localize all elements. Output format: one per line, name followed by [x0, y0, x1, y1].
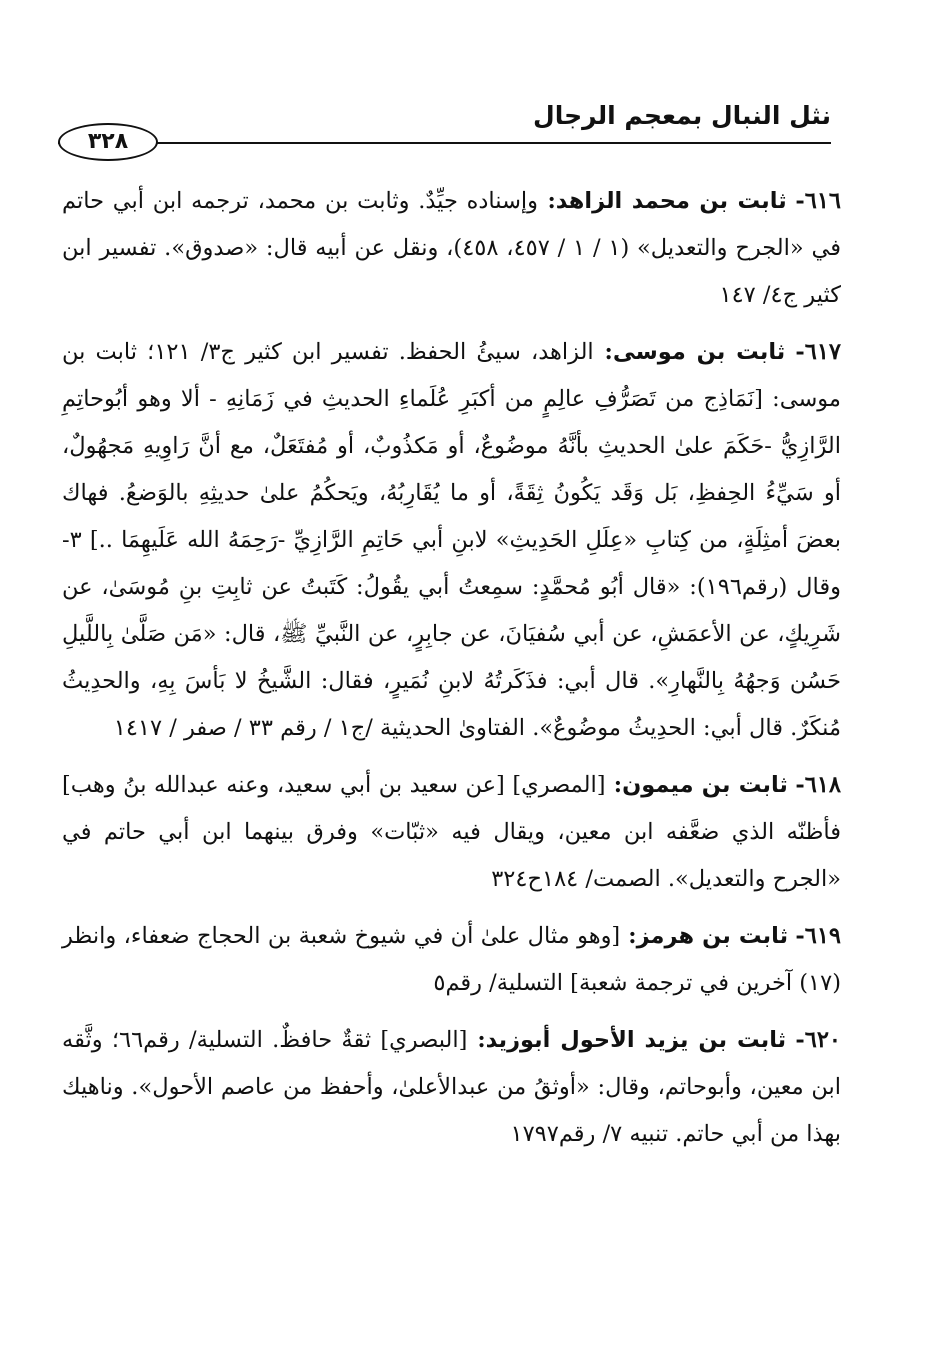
entry-colon: : [538, 188, 556, 214]
entry-colon: : [620, 923, 637, 949]
entry-name: ثابت بن محمد الزاهد [555, 188, 787, 214]
entry-618 [62, 762, 841, 903]
entry-colon: : [467, 1027, 486, 1053]
entry-number: ٦١٧- [795, 339, 842, 365]
entry-number: ٦١٩- [795, 923, 841, 949]
page-header [58, 95, 831, 154]
header-rule [58, 142, 831, 144]
page-body [62, 178, 841, 1168]
entry-617 [62, 329, 841, 752]
entry-name: ثابت بن هرمز [636, 923, 789, 949]
entry-colon: : [605, 772, 623, 798]
entry-name: ثابت بن يزيد الأحول أبوزيد [485, 1027, 787, 1053]
entry-colon: : [593, 339, 613, 365]
entry-620 [62, 1017, 841, 1158]
entry-text: [وهو مثال علىٰ أن في شيوخ شعبة بن الحجاج ضعفاء، وانظر (١٧) آخرين في ترجمة شعبة] التسلية/ رقم٥ [62, 923, 841, 996]
page-number: ٣٢٨ [58, 123, 158, 161]
entry-number: ٦٢٠- [795, 1027, 842, 1053]
entry-text: [المصري] [عن سعيد بن أبي سعيد، وعنه عبدالله بنُ وهب] فأظنّه الذي ضعَّفه ابن معين، ويقال فيه «ثبّات» وفرق بينهما ابن أبي حاتم في «الجرح والتعديل». الصمت/ ١٨٤ح٣٢٤ [62, 772, 841, 892]
entry-text: الزاهد، سيئُ الحفظ. تفسير ابن كثير ج٣/ ١٢١؛ ثابت بن موسى: [نَمَاذِج من تَصَرُّفِ عالِمٍ من أكبَرِ عُلَماءِ الحديثِ في زَمَانِهِ - ألا وهو أبُوحاتِمِ الرَّازِيُّ -حَكَمَ علىٰ الحديثِ بأنَّهُ موضُوعٌ، أو مَكذُوبٌ، أو مُفتَعَلٌ، مع أنَّ رَاوِيهِ مَجهُولٌ، أو سَيِّءُ الحِفظِ، بَل وَقَد يَكُونُ ثِقَةً، أو ما يُقَارِبُهُ، ويَحكُمُ علىٰ حديثِهِ بالوَضعُ. فهاك بعضَ أمثِلَةٍ، من كِتابِ «عِلَلِ الحَدِيثِ» لابنِ أبي حَاتِمِ الرَّازِيِّ -رَحِمَهُ الله عَلَيهِمَا ..] ٣- وقال (رقم١٩٦): «قال أبُو مُحمَّدٍ: سمِعتُ أبي يقُولُ: كَتَبتُ عن ثابِتِ بنِ مُوسَىٰ، عن شَرِيكٍ، عن الأعمَشِ، عن أبي سُفيَانَ، عن جابِرٍ، عن النَّبيِّ ﷺ، قال: «مَن صَلَّىٰ بِاللَّيلِ حَسُن وَجهُهُ بِالنَّهارِ». قال أبي: فذَكَرتُهُ لابنِ نُمَيرٍ، فقال: الشَّيخُ لا بَأسَ بِهِ، والحدِيثُ مُنكَرٌ. قال أبي: الحدِيثُ موضُوعٌ». الفتاوىٰ الحديثية /ج١ / رقم ٣٣ / صفر / ١٤١٧ [62, 339, 841, 741]
entry-name: ثابت بن ميمون [622, 772, 788, 798]
entry-text: [البصري] ثقةٌ حافظٌ. التسلية/ رقم٦٦؛ وثَّقه ابن معين، وأبوحاتم، وقال: «أوثقُ من عبدالأعلىٰ، وأحفظ من عاصم الأحول». وناهيك بهذا من أبي حاتم. تنبيه ٧/ رقم١٧٩٧ [62, 1027, 841, 1147]
entry-number: ٦١٦- [795, 188, 842, 214]
entry-text: وإسناده جيِّدٌ. وثابت بن محمد، ترجمه ابن أبي حاتم في «الجرح والتعديل» (١ / ١ / ٤٥٧، ٤٥٨)، ونقل عن أبيه قال: «صدوق». تفسير ابن كثير ج٤/ ١٤٧ [62, 188, 842, 308]
entry-619 [62, 913, 841, 1007]
entry-name: ثابت بن موسى [612, 339, 786, 365]
entry-616 [62, 178, 841, 319]
entry-number: ٦١٨- [795, 772, 841, 798]
running-title: نثل النبال بمعجم الرجال [533, 101, 831, 130]
